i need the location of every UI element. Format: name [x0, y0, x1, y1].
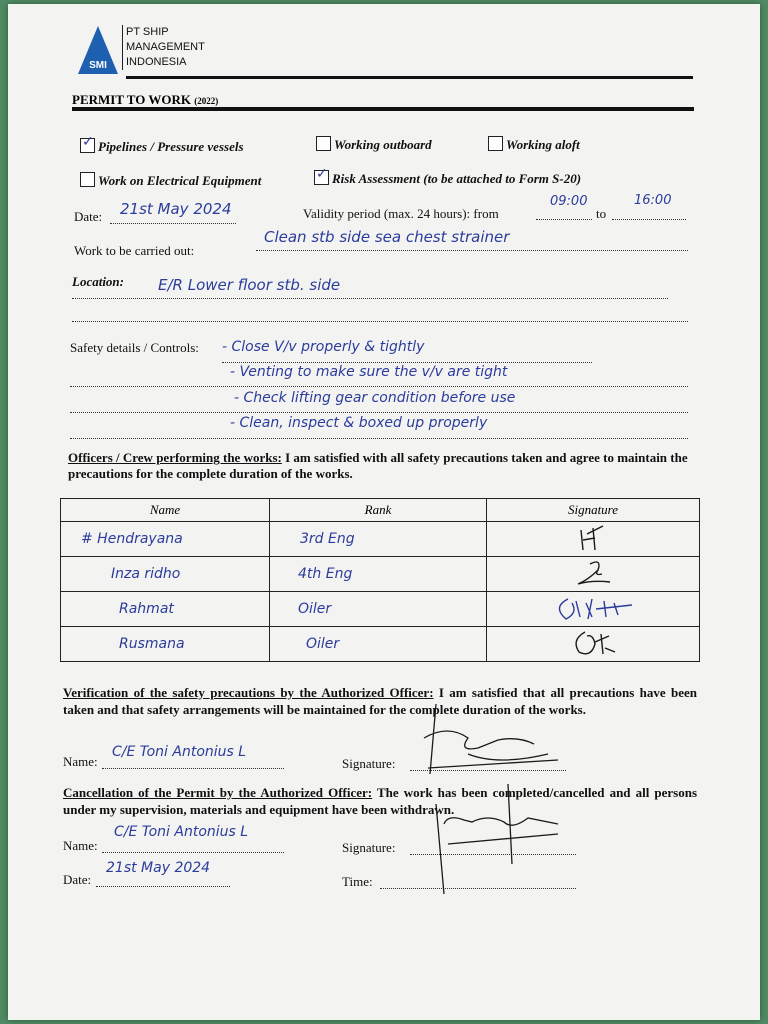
- validity-from-value[interactable]: 09:00: [550, 194, 588, 209]
- checkbox-risk-assessment[interactable]: [314, 166, 582, 188]
- crew-name[interactable]: Rahmat: [61, 592, 270, 627]
- verification-name-label: Name:: [63, 754, 98, 769]
- company-name-line: INDONESIA: [126, 56, 187, 68]
- safety-line: [222, 362, 592, 363]
- signature-scribble: [565, 628, 621, 660]
- verification-name-value[interactable]: C/E Toni Antonius L: [112, 744, 247, 760]
- checkbox-working-aloft[interactable]: [488, 136, 580, 154]
- authorized-officer-signature: [408, 694, 578, 904]
- verification-name-line: [102, 768, 284, 769]
- crew-heading: Officers / Crew performing the works:: [68, 450, 282, 465]
- company-name-line: PT SHIP: [126, 26, 169, 38]
- table-row: [61, 627, 700, 662]
- checkbox-electrical[interactable]: [80, 172, 261, 190]
- crew-name[interactable]: # Hendrayana: [61, 522, 270, 557]
- cancellation-name-value[interactable]: C/E Toni Antonius L: [114, 824, 249, 840]
- validity-to-label: to: [596, 206, 607, 221]
- cancellation-statement: [63, 784, 697, 818]
- location-line: [72, 298, 668, 299]
- checkbox-label: Working outboard: [334, 137, 432, 152]
- permit-document: [8, 4, 760, 1020]
- safety-item[interactable]: - Clean, inspect & boxed up properly: [230, 415, 488, 431]
- date-line: [110, 223, 236, 224]
- cancel-date-value[interactable]: 21st May 2024: [106, 860, 211, 876]
- crew-statement-text: I am satisfied with all safety precautions taken and agree to maintain the precautions for the complete duration of the works.: [68, 450, 688, 481]
- location-line-2: [72, 321, 688, 322]
- checkbox-label: Working aloft: [506, 137, 580, 152]
- checkbox-box[interactable]: [488, 136, 503, 151]
- cancel-date-label: Date:: [63, 872, 92, 887]
- cancellation-signature-label: Signature:: [342, 840, 396, 855]
- safety-item[interactable]: - Venting to make sure the v/v are tight: [230, 364, 508, 380]
- safety-item[interactable]: - Close V/v properly & tightly: [222, 339, 425, 355]
- crew-signature[interactable]: [487, 627, 700, 662]
- checkbox-box[interactable]: [80, 172, 95, 187]
- crew-name[interactable]: Rusmana: [61, 627, 270, 662]
- signature-scribble: [548, 593, 638, 625]
- cancellation-name-line: [102, 852, 284, 853]
- form-title: [72, 92, 218, 108]
- safety-line: [70, 438, 688, 439]
- validity-to-value[interactable]: 16:00: [634, 193, 672, 208]
- safety-label: Safety details / Controls:: [70, 340, 199, 355]
- verification-heading: Verification of the safety precautions by the Authorized Officer:: [63, 685, 434, 700]
- verification-signature-label: Signature:: [342, 756, 396, 771]
- safety-item[interactable]: - Check lifting gear condition before use: [234, 390, 516, 406]
- verification-statement-text: I am satisfied that all precautions have been taken and that safety arrangements will be maintained for the complete duration of the works.: [63, 685, 697, 717]
- crew-table-header: [61, 499, 700, 522]
- date-label: Date:: [74, 209, 103, 224]
- check-mark-icon: ✓: [316, 166, 328, 182]
- table-row: [61, 557, 700, 592]
- table-row: [61, 592, 700, 627]
- checkbox-box[interactable]: [80, 134, 95, 153]
- validity-from-line: [536, 219, 592, 220]
- crew-signature[interactable]: [487, 522, 700, 557]
- column-header-name: Name: [61, 499, 270, 522]
- cancel-time-label: Time:: [342, 874, 373, 889]
- checkbox-pipelines[interactable]: [80, 134, 244, 156]
- title-rule-bottom: [72, 107, 694, 111]
- checkbox-label: Pipelines / Pressure vessels: [98, 139, 244, 154]
- validity-to-line: [612, 219, 686, 220]
- safety-line: [70, 386, 688, 387]
- work-label: Work to be carried out:: [74, 243, 195, 258]
- crew-statement: [68, 450, 700, 482]
- crew-rank[interactable]: 4th Eng: [270, 557, 487, 592]
- checkbox-box[interactable]: [314, 166, 329, 185]
- safety-line: [70, 412, 688, 413]
- form-year: (2022): [194, 96, 219, 106]
- checkbox-label: Risk Assessment (to be attached to Form S-20): [332, 171, 582, 186]
- checkbox-box[interactable]: [316, 136, 331, 151]
- company-name-line: MANAGEMENT: [126, 41, 205, 53]
- checkbox-label: Work on Electrical Equipment: [98, 173, 262, 188]
- cancellation-heading: Cancellation of the Permit by the Authorized Officer:: [63, 785, 373, 800]
- title-rule-top: [126, 76, 693, 79]
- cancellation-name-label: Name:: [63, 838, 98, 853]
- company-name: [122, 25, 205, 70]
- cancel-date-line: [96, 886, 230, 887]
- work-value[interactable]: Clean stb side sea chest strainer: [264, 228, 510, 246]
- verification-statement: [63, 684, 697, 718]
- signature-scribble: [573, 524, 613, 554]
- table-row: [61, 522, 700, 557]
- svg-text:SMI: SMI: [89, 60, 107, 71]
- company-logo: [76, 24, 120, 76]
- crew-name[interactable]: Inza ridho: [61, 557, 270, 592]
- cancellation-statement-text: The work has been completed/cancelled and all persons under my supervision, materials and equipment have been withdrawn.: [63, 785, 698, 817]
- checkbox-working-outboard[interactable]: [316, 136, 432, 154]
- column-header-rank: Rank: [270, 499, 487, 522]
- crew-table: [60, 498, 700, 662]
- crew-rank[interactable]: Oiler: [270, 627, 487, 662]
- column-header-signature: Signature: [487, 499, 700, 522]
- validity-label: Validity period (max. 24 hours): from: [303, 206, 499, 221]
- work-line: [256, 250, 688, 251]
- location-label: Location:: [72, 274, 124, 289]
- form-title-text: PERMIT TO WORK: [72, 92, 191, 107]
- location-value[interactable]: E/R Lower floor stb. side: [158, 276, 341, 294]
- crew-rank[interactable]: 3rd Eng: [270, 522, 487, 557]
- date-value[interactable]: 21st May 2024: [120, 200, 232, 218]
- crew-signature[interactable]: [487, 557, 700, 592]
- check-mark-icon: ✓: [82, 134, 94, 150]
- signature-scribble: [568, 558, 618, 590]
- crew-signature[interactable]: [487, 592, 700, 627]
- crew-rank[interactable]: Oiler: [270, 592, 487, 627]
